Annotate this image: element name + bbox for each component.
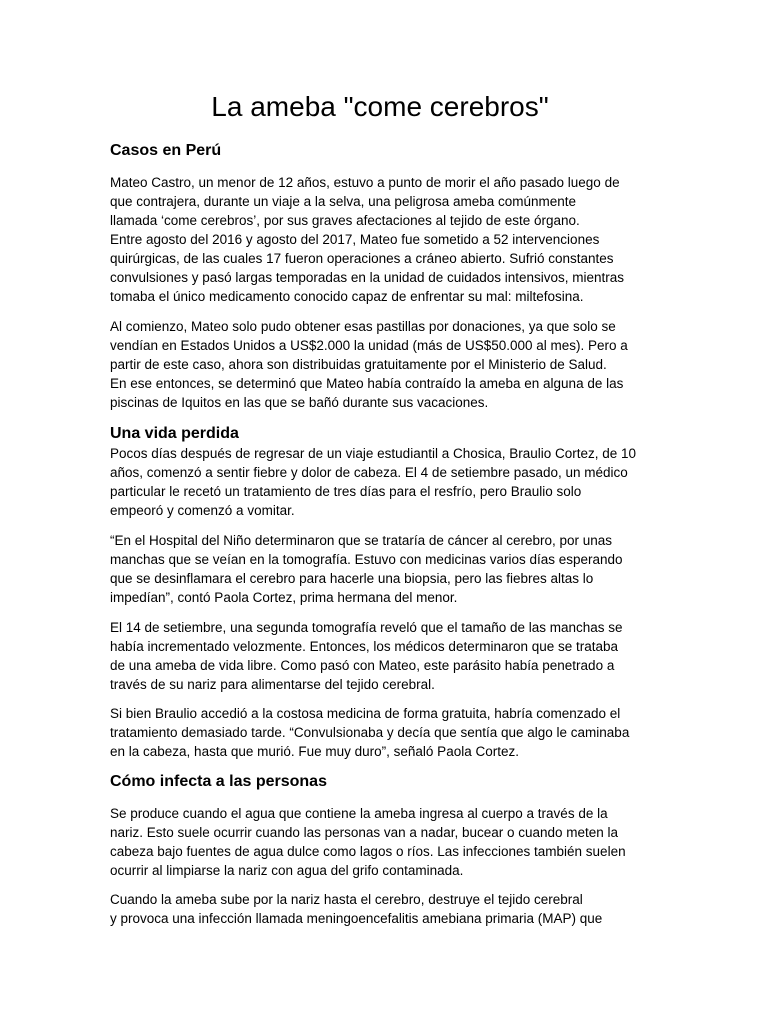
text-line: cabeza bajo fuentes de agua dulce como lagos o ríos. Las infecciones también suelen (110, 844, 626, 859)
text-line: tomaba el único medicamento conocido capaz de enfrentar su mal: miltefosina. (110, 289, 584, 304)
text-line: Se produce cuando el agua que contiene la ameba ingresa al cuerpo a través de la (110, 806, 608, 821)
text-line: En ese entonces, se determinó que Mateo había contraído la ameba en alguna de las (110, 376, 624, 391)
paragraph-tratamiento-tarde (110, 704, 650, 761)
text-line: en la cabeza, hasta que murió. Fue muy duro”, señaló Paola Cortez. (110, 744, 519, 759)
paragraph-mateo-intro (110, 173, 650, 306)
text-line: y provoca una infección llamada meningoencefalitis amebiana primaria (MAP) que (110, 911, 603, 926)
text-line: “En el Hospital del Niño determinaron que se trataría de cáncer al cerebro, por unas (110, 533, 613, 548)
text-line: piscinas de Iquitos en las que se bañó durante sus vacaciones. (110, 395, 489, 410)
text-line: partir de este caso, ahora son distribuidas gratuitamente por el Ministerio de Salud. (110, 357, 607, 372)
text-line: convulsiones y pasó largas temporadas en la unidad de cuidados intensivos, mientras (110, 270, 625, 285)
section-heading-casos-en-peru: Casos en Perú (110, 142, 222, 159)
text-line: manchas que se veían en la tomografía. Estuvo con medicinas varios días esperando (110, 552, 623, 567)
text-line: El 14 de setiembre, una segunda tomografía reveló que el tamaño de las manchas se (110, 620, 623, 635)
text-line: llamada ‘come cerebros’, por sus graves afectaciones al tejido de este órgano. (110, 213, 580, 228)
text-line: tratamiento demasiado tarde. “Convulsionaba y decía que sentía que algo le caminaba (110, 725, 630, 740)
text-line: través de su nariz para alimentarse del tejido cerebral. (110, 677, 435, 692)
text-line: vendían en Estados Unidos a US$2.000 la unidad (más de US$50.000 al mes). Pero a (110, 338, 628, 353)
section-heading-como-infecta: Cómo infecta a las personas (110, 773, 327, 790)
text-line: había incrementado velozmente. Entonces, los médicos determinaron que se trataba (110, 639, 619, 654)
text-line: ocurrir al limpiarse la nariz con agua del grifo contaminada. (110, 863, 464, 878)
text-line: años, comenzó a sentir fiebre y dolor de cabeza. El 4 de setiembre pasado, un médico (110, 465, 628, 480)
text-line: de una ameba de vida libre. Como pasó con Mateo, este parásito había penetrado a (110, 658, 615, 673)
text-line: particular le recetó un tratamiento de tres días para el resfrío, pero Braulio solo (110, 484, 582, 499)
text-line: Cuando la ameba sube por la nariz hasta el cerebro, destruye el tejido cerebral (110, 892, 583, 907)
paragraph-braulio-intro (110, 444, 650, 520)
text-line: Mateo Castro, un menor de 12 años, estuvo a punto de morir el año pasado luego de (110, 175, 620, 190)
paragraph-hospital-nino (110, 531, 650, 607)
document-title: La ameba "come cerebros" (211, 91, 549, 122)
paragraph-como-se-produce (110, 804, 650, 880)
text-line: Pocos días después de regresar de un viaje estudiantil a Chosica, Braulio Cortez, de 10 (110, 446, 637, 461)
text-line: quirúrgicas, de las cuales 17 fueron operaciones a cráneo abierto. Sufrió constantes (110, 251, 614, 266)
text-line: Si bien Braulio accedió a la costosa medicina de forma gratuita, habría comenzado el (110, 706, 621, 721)
section-heading-una-vida-perdida: Una vida perdida (110, 425, 239, 442)
paragraph-mateo-pastillas (110, 317, 650, 412)
text-line: que contrajera, durante un viaje a la selva, una peligrosa ameba comúnmente (110, 194, 577, 209)
text-line: empeoró y comenzó a vomitar. (110, 503, 295, 518)
paragraph-ameba-sube (110, 890, 650, 928)
text-line: que se desinflamara el cerebro para hacerle una biopsia, pero las fiebres altas lo (110, 571, 594, 586)
text-line: Entre agosto del 2016 y agosto del 2017, Mateo fue sometido a 52 intervenciones (110, 232, 600, 247)
paragraph-segunda-tomografia (110, 618, 650, 694)
text-line: nariz. Esto suele ocurrir cuando las personas van a nadar, bucear o cuando meten la (110, 825, 619, 840)
text-line: impedían”, contó Paola Cortez, prima hermana del menor. (110, 590, 458, 605)
text-line: Al comienzo, Mateo solo pudo obtener esas pastillas por donaciones, ya que solo se (110, 319, 616, 334)
